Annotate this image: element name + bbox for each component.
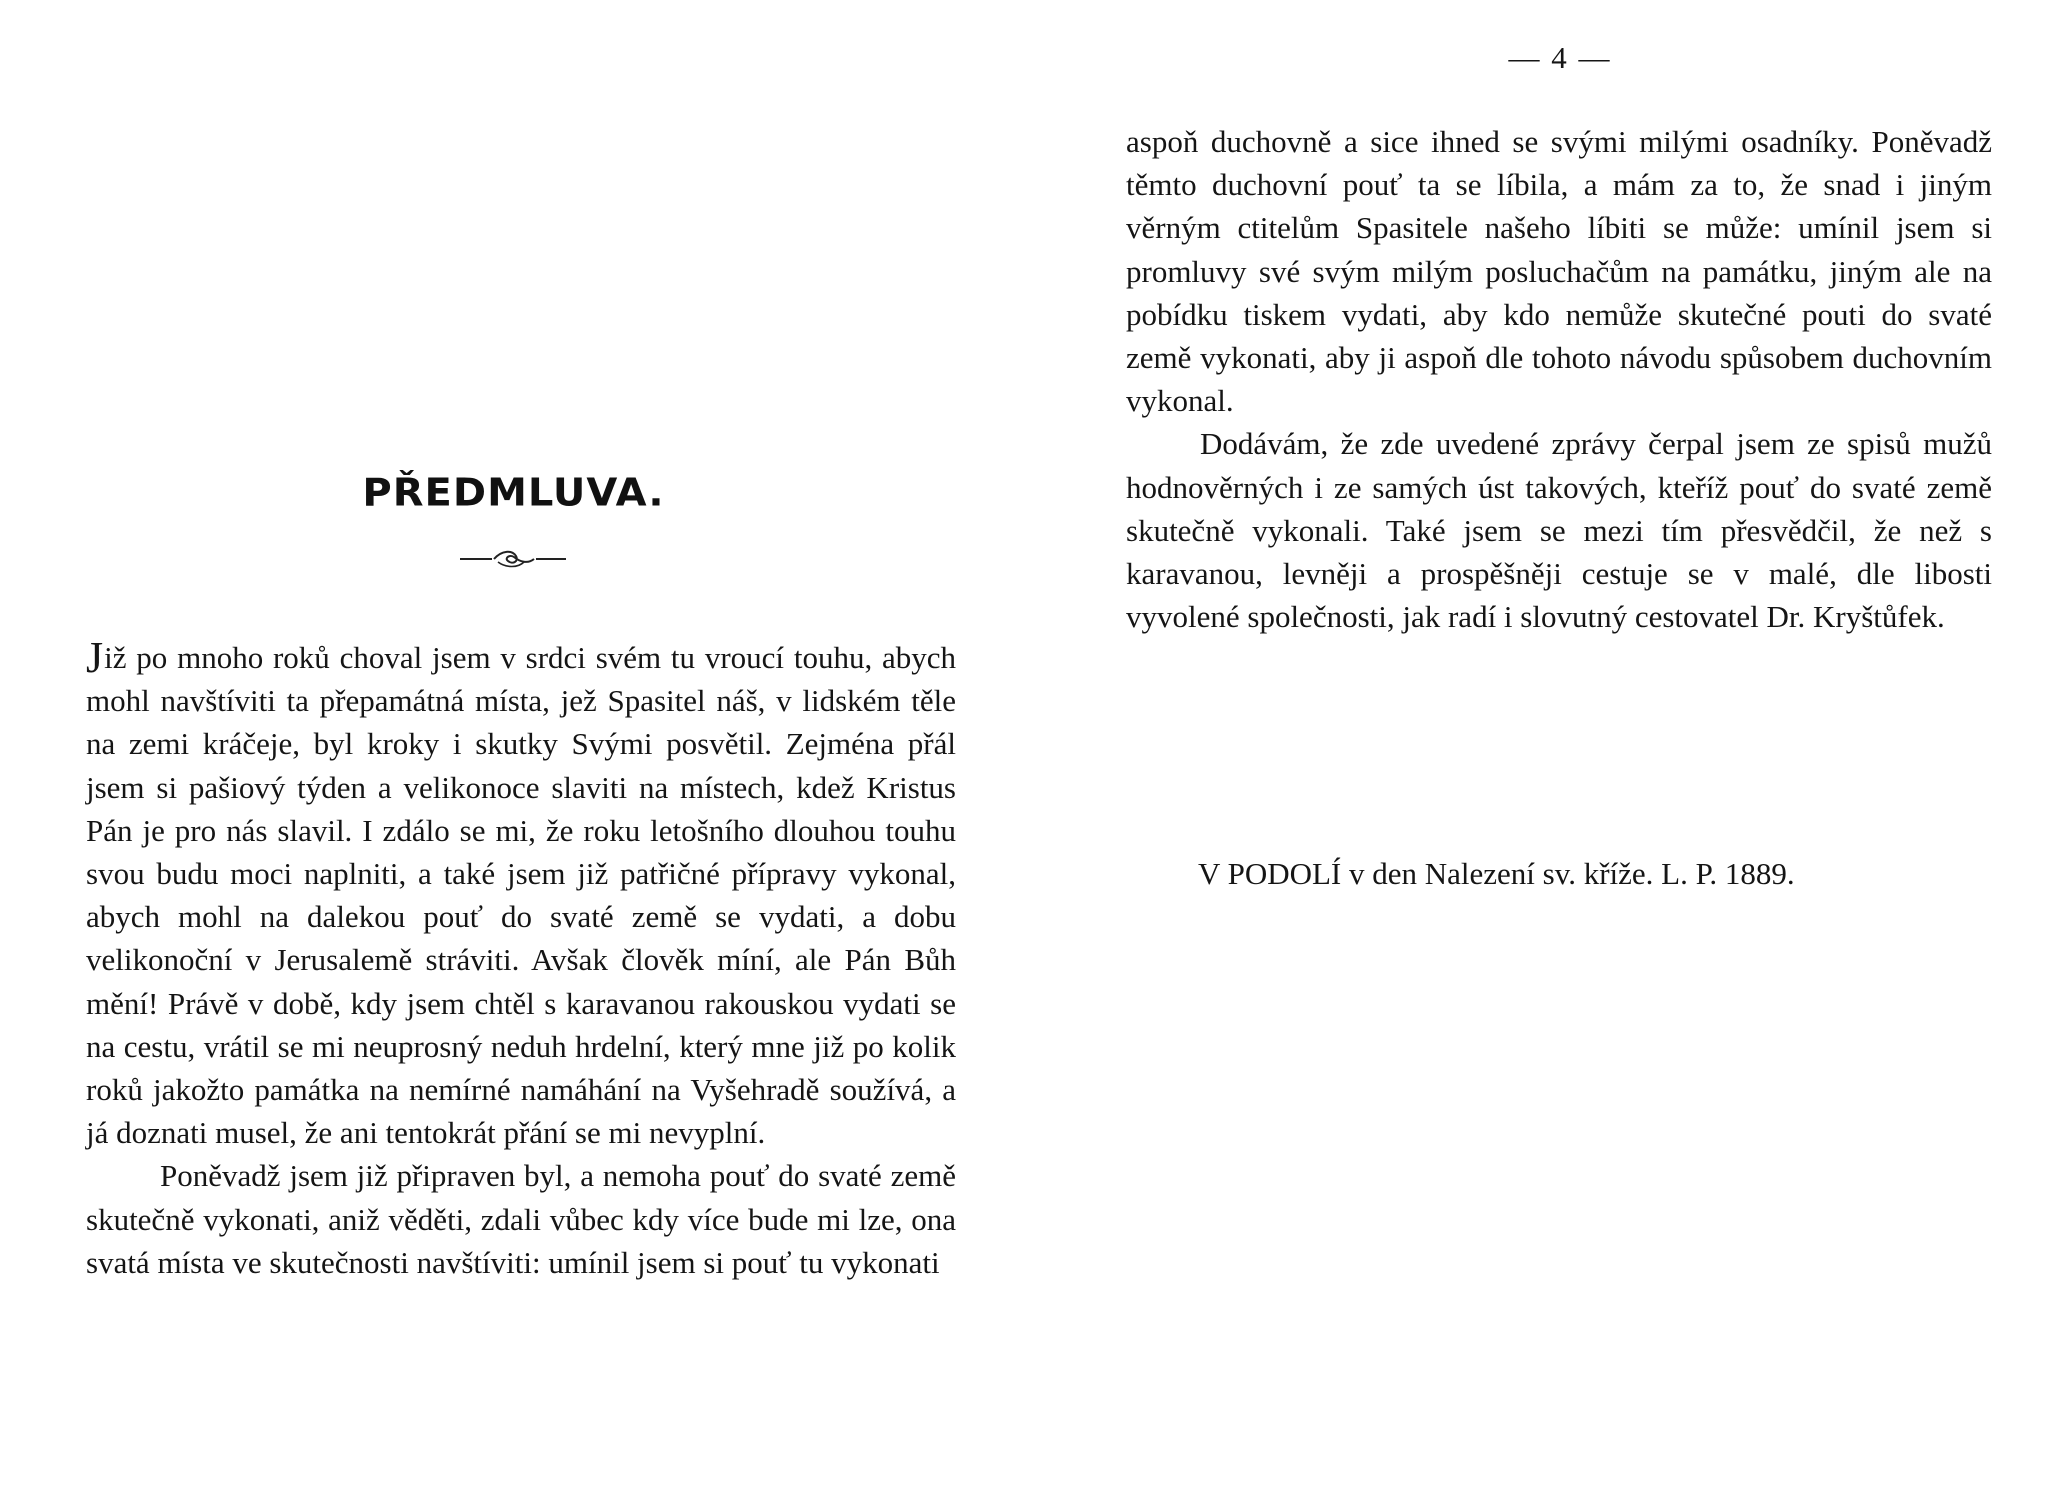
preface-paragraph-4: Dodávám, že zde uvedené zprávy čerpal jsem ze spisů mužů hodnověrných i ze samých úst takových, kteříž pouť do svaté země skutečně vykonali. Také jsem se mezi tím přesvědčil, že než s karavanou, levněji a prospěšněji cestuje se v malé, dle libosti vyvolené společnosti, jak radí i slovutný cestovatel Dr. Kryštůfek. (1126, 426, 1992, 635)
preface-paragraph-2: Poněvadž jsem již připraven byl, a nemoha pouť do svaté země skutečně vykonati, aniž věděti, zdali vůbec kdy více bude mi lze, ona svatá místa ve skutečnosti navštíviti: umínil jsem si pouť tu vykonati (86, 1158, 956, 1280)
preface-text-left (86, 633, 956, 1284)
preface-paragraph-3: aspoň duchovně a sice ihned se svými milými osadníky. Poněvadž těmto duchovní pouť ta se líbila, a mám za to, že snad i jiným věrným ctitelům Spasitele našeho líbiti se může: umínil jsem si promluvy své svým milým posluchačům na památku, jiným ale na pobídku tiskem vydati, aby kdo nemůže skutečné pouti do svaté země vykonati, aby ji aspoň dle tohoto návodu spůsobem duchovním vykonal. (1126, 124, 1992, 419)
preface-title: PŘEDMLUVA. (362, 471, 665, 515)
preface-text-right (1126, 120, 1992, 638)
flourish-ornament-icon (458, 546, 568, 572)
drop-cap: J (86, 633, 104, 682)
preface-paragraph-1-text: iž po mnoho roků choval jsem v srdci svém tu vroucí touhu, abych mohl navštíviti ta přepamátná místa, jež Spasitel náš, v lidském těle na zemi kráčeje, byl kroky i skutky Svými posvětil. Zejména přál jsem si pašiový týden a velikonoce slaviti na místech, kdež Kristus Pán je pro nás slavil. I zdálo se mi, že roku letošního dlouhou touhu svou budu moci naplniti, a také jsem již patřičné přípravy vykonal, abych mohl na dalekou pouť do svaté země se vydati, a dobu velikonoční v Jerusalemě stráviti. Avšak člověk míní, ale Pán Bůh mění! Právě v době, kdy jsem chtěl s karavanou rakouskou vydati se na cestu, vrátil se mi neuprosný neduh hrdelní, který mne již po kolik roků jakožto památka na nemírné namáhání na Vyšehradě soužívá, a já doznati musel, že ani tentokrát přání se mi nevyplní. (86, 640, 956, 1151)
page-number: — 4 — (1508, 40, 1612, 75)
preface-paragraph-1 (86, 633, 956, 1154)
place-and-date-signature: V PODOLÍ v den Nalezení sv. kříže. L. P. 1889. (1198, 856, 1795, 891)
